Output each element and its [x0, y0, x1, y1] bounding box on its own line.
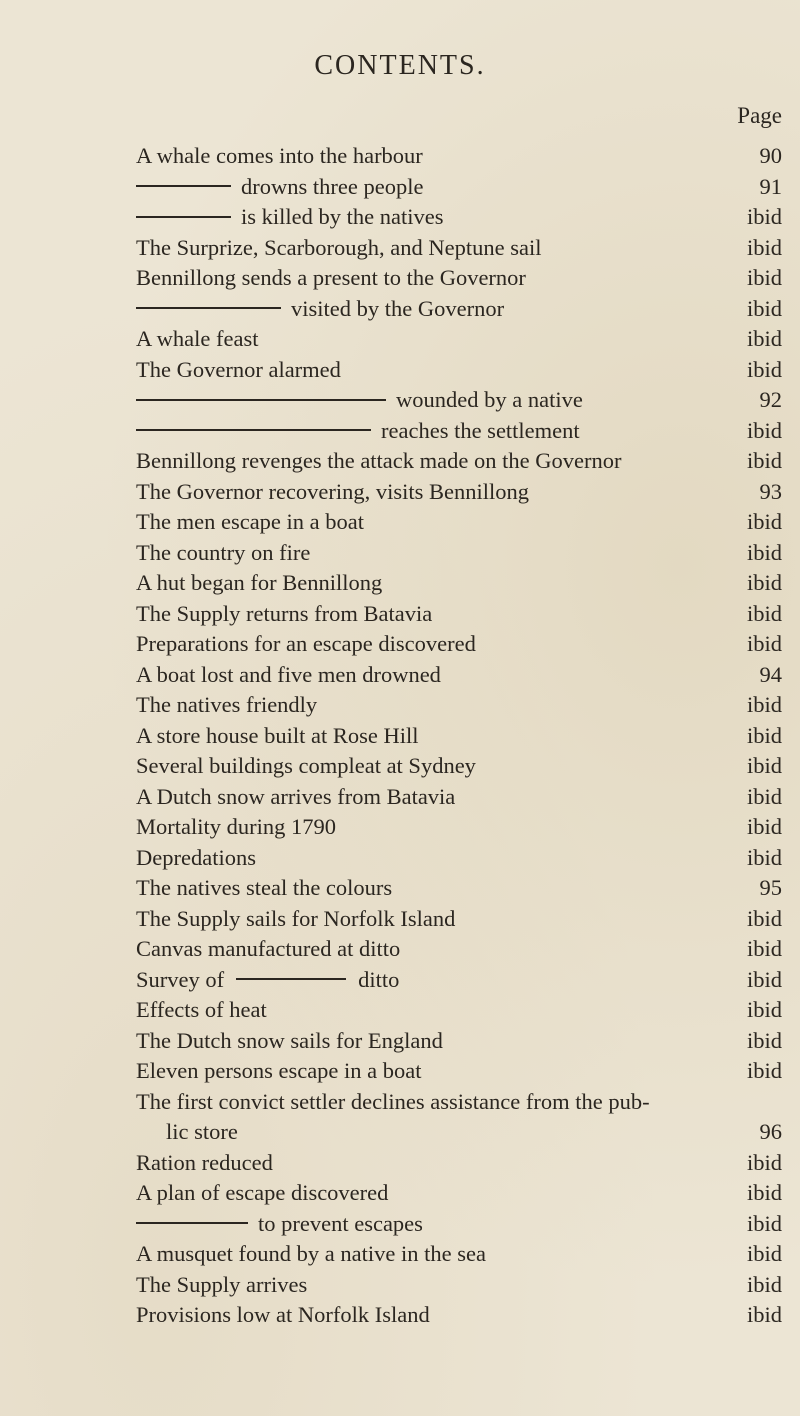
entry-page-number: ibid: [746, 1210, 782, 1236]
entry-text: [136, 477, 529, 507]
contents-entry: [0, 446, 800, 477]
contents-entry: [0, 629, 800, 660]
entry-page-number: ibid: [746, 295, 782, 321]
ditto-dash: [236, 978, 346, 980]
entry-page-number: ibid: [746, 234, 782, 260]
entry-text: [136, 751, 476, 781]
entry-text: [136, 873, 392, 903]
entry-page-number: ibid: [746, 1058, 782, 1083]
entry-page-number: ibid: [746, 783, 782, 809]
contents-entry: [0, 782, 800, 813]
entry-title: visited by the Governor: [291, 295, 505, 321]
entry-title: The Supply returns from Batavia: [136, 600, 433, 626]
entry-text: [136, 599, 432, 629]
contents-entry: [0, 934, 800, 965]
entry-page-number: ibid: [746, 356, 782, 382]
entry-title: Bennillong revenges the attack made on the Governor: [136, 448, 622, 473]
contents-entry: [0, 690, 800, 721]
page-heading: CONTENTS.: [314, 50, 486, 81]
entry-page-number: ibid: [746, 753, 782, 778]
contents-entry: [0, 1300, 800, 1331]
entry-text: [136, 1209, 423, 1239]
contents-list: [0, 141, 800, 1331]
entry-page-number: ibid: [746, 1241, 782, 1266]
contents-entry: [0, 721, 800, 752]
entry-text: [136, 995, 267, 1025]
contents-entry: [0, 1117, 800, 1148]
entry-title: The natives steal the colours: [136, 875, 393, 900]
contents-entry: [0, 1056, 800, 1087]
ditto-dash: [136, 399, 386, 401]
entry-page-number: ibid: [746, 905, 782, 931]
contents-entry: [0, 751, 800, 782]
entry-text: [136, 263, 526, 293]
entry-page-number: ibid: [746, 326, 782, 351]
contents-entry: [0, 263, 800, 294]
contents-entry: [0, 812, 800, 843]
entry-text: [136, 1300, 430, 1330]
contents-entry: [0, 568, 800, 599]
entry-title: Depredations: [136, 844, 256, 870]
entry-text: [136, 690, 317, 720]
entry-title: A Dutch snow arrives from Batavia: [136, 783, 456, 809]
contents-entry: [0, 1148, 800, 1179]
entry-page-number: 92: [759, 387, 782, 412]
entry-title: Ration reduced: [136, 1149, 273, 1175]
contents-entry: [0, 1026, 800, 1057]
contents-entry: [0, 904, 800, 935]
entry-page-number: 93: [759, 478, 782, 504]
contents-entry: [0, 233, 800, 264]
entry-title: A store house built at Rose Hill: [136, 722, 419, 748]
entry-title: Provisions low at Norfolk Island: [136, 1302, 430, 1327]
entry-text: [136, 446, 621, 476]
contents-entry: [0, 477, 800, 508]
entry-title: wounded by a native: [396, 387, 583, 412]
contents-entry: [0, 355, 800, 386]
entry-page-number: ibid: [746, 936, 782, 961]
entry-page-number: 94: [759, 661, 782, 687]
entry-text: [136, 324, 258, 354]
entry-text: [136, 660, 441, 690]
entry-page-number: ibid: [746, 844, 782, 870]
entry-title: reaches the settlement: [381, 417, 580, 443]
entry-text: [136, 385, 583, 415]
entry-title: to prevent escapes: [258, 1210, 423, 1236]
entry-page-number: ibid: [746, 692, 782, 717]
entry-text: [136, 1148, 273, 1178]
entry-title: lic store: [166, 1119, 238, 1144]
ditto-dash: [136, 307, 281, 309]
entry-text: [136, 812, 336, 842]
entry-page-number: ibid: [746, 417, 782, 443]
entry-title: The Dutch snow sails for England: [136, 1027, 443, 1053]
entry-text: [136, 538, 310, 568]
entry-text: [136, 1087, 650, 1117]
entry-title: The Supply arrives: [136, 1271, 308, 1297]
contents-entry: [0, 416, 800, 447]
entry-title: Preparations for an escape discovered: [136, 631, 476, 656]
entry-page-number: ibid: [746, 722, 782, 748]
entry-page-number: ibid: [746, 600, 782, 626]
entry-text: [166, 1117, 238, 1147]
entry-page-number: ibid: [746, 204, 782, 229]
contents-entry: [0, 1087, 800, 1118]
contents-entry: [0, 995, 800, 1026]
contents-entry: [0, 324, 800, 355]
contents-entry: [0, 202, 800, 233]
entry-text: [136, 782, 455, 812]
contents-entry: [0, 599, 800, 630]
entry-title: drowns three people: [241, 173, 424, 199]
entry-title: The Governor alarmed: [136, 356, 341, 382]
contents-entry: [0, 660, 800, 691]
entry-title: A plan of escape discovered: [136, 1180, 389, 1205]
page-column-label: Page: [737, 103, 782, 128]
contents-entry: [0, 1209, 800, 1240]
entry-title: is killed by the natives: [241, 204, 444, 229]
entry-page-number: ibid: [746, 631, 782, 656]
entry-title: Survey of: [136, 966, 225, 992]
entry-page-number: ibid: [746, 1027, 782, 1053]
contents-entry: [0, 385, 800, 416]
entry-title: The natives friendly: [136, 692, 318, 717]
entry-title: The first convict settler declines assistance from the pub-: [136, 1088, 650, 1114]
entry-title: A boat lost and five men drowned: [136, 661, 441, 687]
entry-text: [136, 904, 455, 934]
entry-text: [136, 965, 399, 995]
entry-title: Canvas manufactured at ditto: [136, 936, 401, 961]
entry-title: The country on fire: [136, 539, 311, 565]
entry-title: A whale feast: [136, 326, 259, 351]
entry-page-number: ibid: [746, 1149, 782, 1175]
entry-page-number: 91: [759, 173, 782, 199]
entry-text: [136, 1026, 443, 1056]
contents-entry: [0, 1178, 800, 1209]
ditto-dash: [136, 185, 231, 187]
entry-text: [136, 507, 364, 537]
entry-text: [136, 294, 504, 324]
entry-page-number: ibid: [746, 1271, 782, 1297]
contents-entry: [0, 1270, 800, 1301]
entry-text: [136, 1239, 486, 1269]
ditto-dash: [136, 429, 371, 431]
entry-text: [136, 355, 341, 385]
entry-text: [136, 843, 256, 873]
entry-text: [136, 1056, 422, 1086]
ditto-dash: [136, 216, 231, 218]
entry-text: [136, 202, 443, 232]
entry-text: [136, 141, 423, 171]
entry-title: Eleven persons escape in a boat: [136, 1058, 422, 1083]
contents-entry: [0, 172, 800, 203]
entry-page-number: ibid: [746, 509, 782, 534]
entry-text: [136, 629, 476, 659]
entry-title: The Governor recovering, visits Bennillong: [136, 478, 530, 504]
entry-text: [136, 1178, 388, 1208]
entry-title: Bennillong sends a present to the Governor: [136, 265, 526, 290]
entry-page-number: 95: [759, 875, 782, 900]
entry-page-number: ibid: [746, 1302, 782, 1327]
contents-entry: [0, 507, 800, 538]
entry-text: [136, 233, 542, 263]
contents-entry: [0, 965, 800, 996]
entry-suffix: ditto: [358, 966, 400, 992]
entry-page-number: ibid: [746, 539, 782, 565]
entry-page-number: ibid: [746, 1180, 782, 1205]
entry-text: [136, 934, 400, 964]
entry-text: [136, 416, 580, 446]
entry-page-number: ibid: [746, 265, 782, 290]
entry-text: [136, 568, 382, 598]
entry-text: [136, 1270, 307, 1300]
entry-title: A musquet found by a native in the sea: [136, 1241, 486, 1266]
entry-page-number: ibid: [746, 814, 782, 839]
contents-entry: [0, 538, 800, 569]
entry-page-number: ibid: [746, 966, 782, 992]
ditto-dash: [136, 1222, 248, 1224]
entry-title: Effects of heat: [136, 997, 267, 1022]
entry-title: The men escape in a boat: [136, 509, 365, 534]
entry-page-number: ibid: [746, 997, 782, 1022]
entry-page-number: ibid: [746, 570, 782, 595]
entry-text: [136, 172, 423, 202]
entry-title: Mortality during 1790: [136, 814, 336, 839]
contents-entry: [0, 873, 800, 904]
contents-entry: [0, 1239, 800, 1270]
entry-page-number: 96: [759, 1119, 782, 1144]
entry-page-number: ibid: [746, 448, 782, 473]
entry-page-number: 90: [759, 143, 782, 168]
entry-text: [136, 721, 418, 751]
contents-entry: [0, 141, 800, 172]
contents-entry: [0, 294, 800, 325]
entry-title: Several buildings compleat at Sydney: [136, 753, 476, 778]
contents-entry: [0, 843, 800, 874]
entry-title: A hut began for Bennillong: [136, 570, 383, 595]
entry-title: A whale comes into the harbour: [136, 143, 423, 168]
entry-title: The Surprize, Scarborough, and Neptune sail: [136, 234, 542, 260]
entry-title: The Supply sails for Norfolk Island: [136, 905, 456, 931]
